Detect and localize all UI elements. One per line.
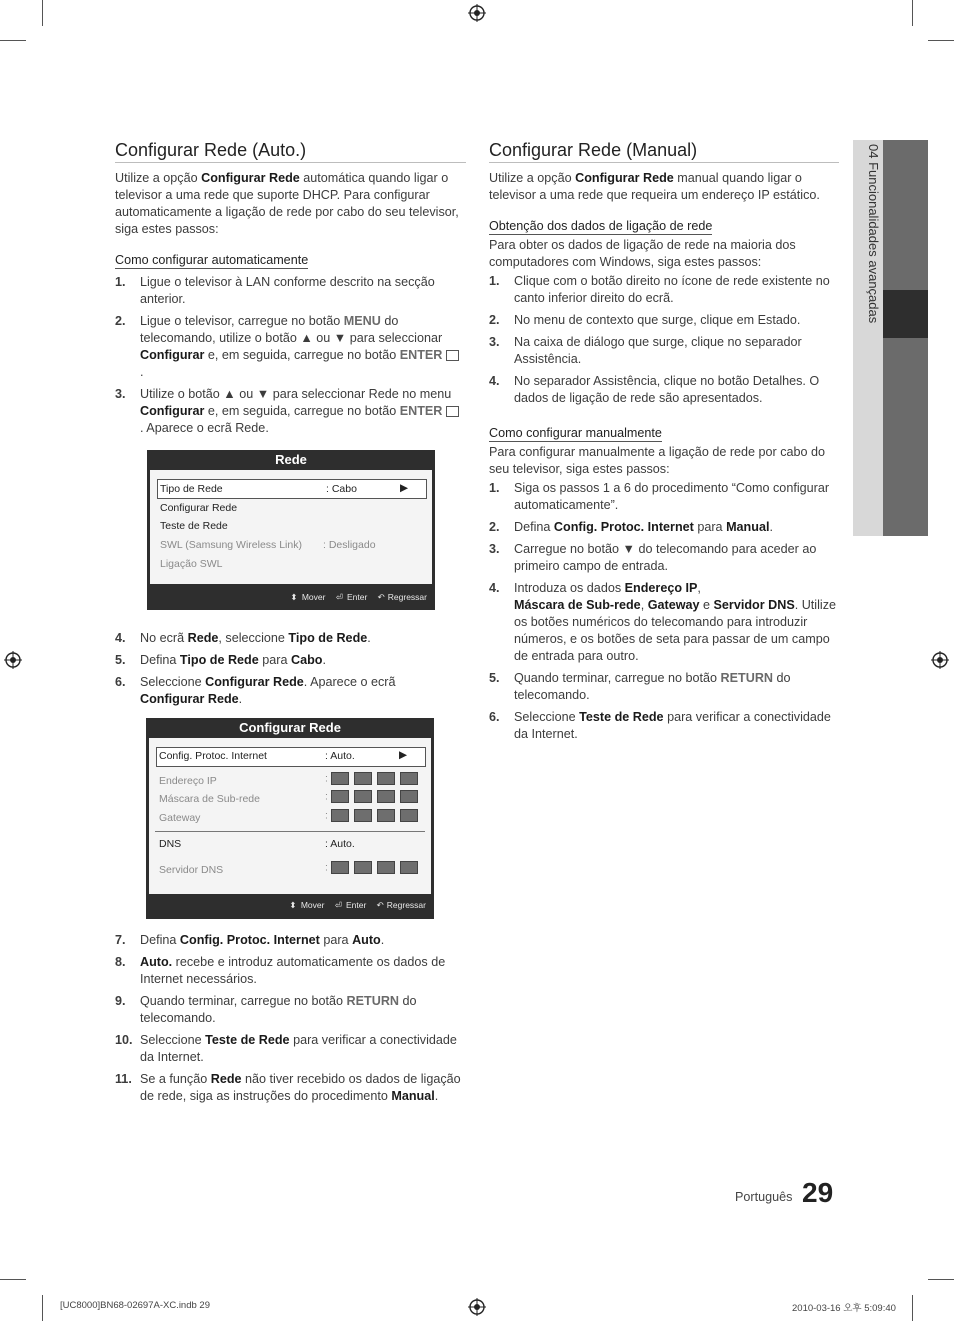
steps-list (489, 273, 839, 407)
list-item: 1. Ligue o televisor à LAN conforme descrito na secção anterior. (115, 275, 435, 306)
divider (155, 831, 425, 832)
dns-fields: : (325, 861, 423, 874)
registration-mark-icon (931, 651, 949, 669)
list-item: 1. Siga os passos 1 a 6 do procedimento “Como configurar automaticamente”. (489, 481, 830, 512)
list-item: 11. Se a função Rede não tiver recebido os dados de ligação de rede, siga as instruções do procedimento Manual. (115, 1072, 461, 1103)
list-item: 6. Seleccione Teste de Rede para verificar a conectividade da Internet. (489, 710, 831, 741)
crop-mark (912, 1295, 913, 1321)
intro-paragraph: Utilize a opção Configurar Rede manual quando ligar o televisor a uma rede que requeira um endereço IP estático. (489, 171, 820, 202)
chapter-side-tab (853, 140, 928, 536)
crop-mark (0, 40, 26, 41)
list-item: 4. Introduza os dados Endereço IP, Máscara de Sub-rede, Gateway e Servidor DNS. Utilize os botões numéricos do telecomando para introduzir números, e os botões de seta para passar de um campo de entrada para outro. (489, 581, 837, 663)
list-item: 4. No ecrã Rede, seleccione Tipo de Rede. (115, 631, 371, 645)
file-info: [UC8000]BN68-02697A-XC.indb 29 (60, 1300, 210, 1311)
crop-mark (928, 1279, 954, 1280)
menu-row-ip-protocol[interactable]: Config. Protoc. Internet (159, 750, 267, 762)
list-item: 10. Seleccione Teste de Rede para verificar a conectividade da Internet. (115, 1033, 457, 1064)
menu-row-value: : Auto. (325, 838, 355, 850)
steps-list (115, 932, 465, 1105)
return-icon: ↶ (376, 900, 384, 910)
menu-row-value: : Auto. (325, 750, 355, 762)
crop-mark (0, 1279, 26, 1280)
rede-screen (147, 450, 435, 610)
page-language: Português (735, 1190, 793, 1204)
list-item: 8. Auto. recebe e introduz automaticamente os dados de Internet necessários. (115, 955, 446, 986)
section-heading: Configurar Rede (Auto.) (115, 140, 307, 160)
steps-list (489, 480, 839, 743)
list-item: 5. Defina Tipo de Rede para Cabo. (115, 653, 326, 667)
crop-mark (928, 40, 954, 41)
crop-mark (42, 0, 43, 26)
screen-title: Rede (275, 452, 307, 467)
subheading: Como configurar manualmente (489, 426, 662, 440)
gateway-fields: : (325, 809, 423, 822)
tab-block (883, 140, 928, 290)
registration-mark-icon (468, 4, 486, 22)
list-item: 1. Clique com o botão direito no ícone de rede existente no canto inferior direito do ecrã. (489, 274, 830, 305)
left-column (115, 140, 466, 161)
page-number: 29 (802, 1177, 834, 1208)
section-heading: Configurar Rede (Manual) (489, 140, 698, 160)
menu-row-dns-server: Servidor DNS (159, 864, 224, 876)
right-body (489, 170, 839, 748)
crop-mark (42, 1295, 43, 1321)
move-icon: ⬍ (290, 592, 298, 602)
list-item: 4. No separador Assistência, clique no botão Detalhes. O dados de ligação de rede são apresentados. (489, 374, 820, 405)
heading-rule (489, 162, 839, 163)
left-body (115, 170, 460, 442)
paragraph: Para obter os dados de ligação de rede na maioria dos computadores com Windows, siga estes passos: (489, 238, 796, 269)
move-icon: ⬍ (289, 900, 297, 910)
heading-rule (115, 162, 466, 163)
right-column (489, 140, 839, 161)
list-item: 2. Ligue o televisor, carregue no botão MENU do telecomando, utilize o botão ▲ ou ▼ para seleccionar Configurar e, em seguida, carregue no botão ENTER . (115, 313, 460, 381)
mask-fields: : (325, 790, 423, 803)
list-item: 3. Utilize o botão ▲ ou ▼ para seleccionar Rede no menu Configurar e, em seguida, carregue no botão ENTER . Aparece o ecrã Rede. (115, 386, 460, 437)
menu-row-ip-address: Endereço IP (159, 775, 217, 787)
list-item: 2. No menu de contexto que surge, clique em Estado. (489, 313, 801, 327)
menu-row-swl: SWL (Samsung Wireless Link) (160, 539, 302, 551)
list-item: 5. Quando terminar, carregue no botão RETURN do telecomando. (489, 671, 791, 702)
tab-block (883, 338, 928, 536)
menu-row-dns[interactable]: DNS (159, 838, 182, 850)
arrow-right-icon: ▶ (399, 749, 408, 761)
menu-row-network-test[interactable]: Teste de Rede (160, 520, 228, 532)
screen-footer: ⬍ Mover ⏎ Enter ↶ Regressar (289, 900, 426, 910)
menu-row-swl-link: Ligação SWL (160, 558, 223, 570)
registration-mark-icon (4, 651, 22, 669)
menu-row-value: : Cabo (326, 483, 357, 495)
subheading: Obtenção dos dados de ligação de rede (489, 219, 713, 233)
chapter-title: 04 Funcionalidades avançadas (866, 144, 881, 324)
subheading: Como configurar automaticamente (115, 253, 309, 267)
menu-row-value: : Desligado (323, 539, 376, 551)
intro-paragraph: Utilize a opção Configurar Rede automática quando ligar o televisor a uma rede que suporte DHCP. Para configurar automaticamente a ligação de rede por cabo do seu televisor, siga estes passos: (115, 171, 459, 236)
tab-block-active (883, 290, 928, 338)
left-body-3 (115, 932, 465, 1110)
paragraph: Para configurar manualmente a ligação de rede por cabo do seu televisor, siga estes passos: (489, 445, 826, 476)
configurar-rede-screen (146, 718, 434, 919)
registration-mark-icon (468, 1298, 486, 1316)
list-item: 3. Na caixa de diálogo que surge, clique no separador Assistência. (489, 335, 802, 366)
enter-icon: ⏎ (334, 900, 342, 910)
left-body-2 (115, 630, 460, 713)
arrow-right-icon: ▶ (400, 482, 409, 494)
screen-footer: ⬍ Mover ⏎ Enter ↶ Regressar (290, 592, 427, 602)
enter-icon: ⏎ (335, 592, 343, 602)
screen-title: Configurar Rede (239, 720, 341, 735)
list-item: 2. Defina Config. Protoc. Internet para Manual. (489, 520, 773, 534)
enter-icon (446, 406, 459, 417)
menu-row-subnet-mask: Máscara de Sub-rede (159, 793, 260, 805)
steps-list (115, 274, 460, 437)
list-item: 7. Defina Config. Protoc. Internet para Auto. (115, 933, 385, 947)
list-item: 6. Seleccione Configurar Rede. Aparece o ecrã Configurar Rede. (115, 675, 396, 706)
menu-row-gateway: Gateway (159, 812, 201, 824)
crop-mark (912, 0, 913, 26)
return-icon: ↶ (377, 592, 385, 602)
menu-row-network-type[interactable]: Tipo de Rede (160, 483, 223, 495)
ip-fields: : (325, 772, 423, 785)
list-item: 3. Carregue no botão ▼ do telecomando para aceder ao primeiro campo de entrada. (489, 542, 817, 573)
print-timestamp: 2010-03-16 오후 5:09:40 (792, 1303, 896, 1314)
list-item: 9. Quando terminar, carregue no botão RETURN do telecomando. (115, 994, 417, 1025)
enter-icon (446, 350, 459, 361)
steps-list (115, 630, 460, 708)
menu-row-configure-network[interactable]: Configurar Rede (160, 502, 238, 514)
